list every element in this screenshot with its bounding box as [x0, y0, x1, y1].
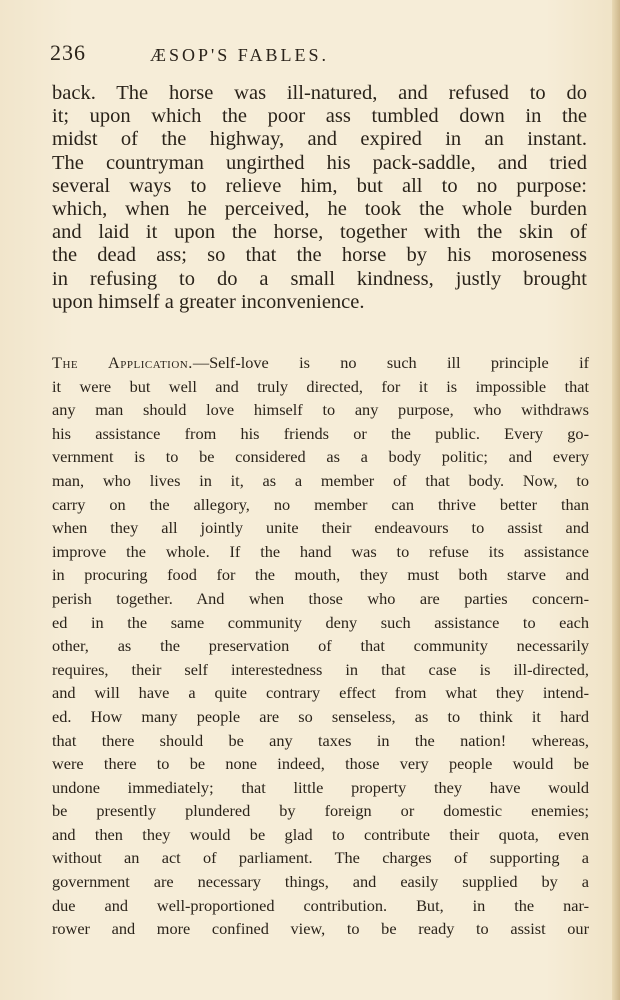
fable-line: midst of the highway, and expired in an instant.: [52, 128, 587, 151]
application-line: and will have a quite contrary effect from what they intend-: [52, 683, 589, 703]
page-number: 236: [50, 40, 86, 65]
application-line: perish together. And when those who are parties concern-: [52, 588, 589, 608]
application-line: any man should love himself to any purpose, who withdraws: [52, 400, 589, 420]
application-line: man, who lives in it, as a member of that body. Now, to: [52, 470, 589, 490]
application-line: improve the whole. If the hand was to refuse its assistance: [52, 541, 589, 561]
application-line: in procuring food for the mouth, they must both starve and: [52, 565, 589, 585]
fable-line: it; upon which the poor ass tumbled down in the: [52, 105, 587, 128]
fable-line: the dead ass; so that the horse by his moroseness: [52, 244, 587, 267]
page-header: [50, 40, 592, 70]
application-line: that there should be any taxes in the nation! whereas,: [52, 730, 589, 750]
fable-text: [52, 82, 587, 314]
application-line: ed. How many people are so senseless, as to think it hard: [52, 706, 589, 726]
fable-line: and laid it upon the horse, together with the skin of: [52, 221, 587, 244]
application-line: requires, their self interestedness in that case is ill-directed,: [52, 659, 589, 679]
fable-line: upon himself a greater inconvenience.: [52, 290, 365, 313]
fable-line: in refusing to do a small kindness, justly brought: [52, 267, 587, 290]
application-line: and then they would be glad to contribute their quota, even: [52, 824, 589, 844]
application-first-line: [52, 351, 589, 375]
fable-line: several ways to relieve him, but all to no purpose:: [52, 174, 587, 197]
application-line: rower and more confined view, to be ready to assist our: [52, 919, 589, 939]
application-line: carry on the allegory, no member can thrive better than: [52, 494, 589, 514]
application-line: it were but well and truly directed, for it is impossible that: [52, 376, 589, 396]
fable-line: which, when he perceived, he took the whole burden: [52, 198, 587, 221]
running-title: ÆSOP'S FABLES.: [150, 45, 329, 65]
fable-line: back. The horse was ill-natured, and refused to do: [52, 82, 587, 104]
application-line: vernment is to be considered as a body politic; and every: [52, 447, 589, 467]
application-text: [52, 351, 589, 941]
application-line: be presently plundered by foreign or domestic enemies;: [52, 801, 589, 821]
application-line: without an act of parliament. The charges of supporting a: [52, 848, 589, 868]
application-line: ed in the same community deny such assistance to each: [52, 612, 589, 632]
application-title: The Application.: [52, 353, 193, 372]
fable-line: The countryman ungirthed his pack-saddle, and tried: [52, 151, 587, 174]
application-line: when they all jointly unite their endeavours to assist and: [52, 518, 589, 538]
application-line: due and well-proportioned contribution. But, in the nar-: [52, 895, 589, 915]
application-line: his assistance from his friends or the public. Every go-: [52, 423, 589, 443]
application-line: government are necessary things, and easily supplied by a: [52, 872, 589, 892]
application-line: were there to be none indeed, those very people would be: [52, 754, 589, 774]
application-line: undone immediately; that little property they have would: [52, 777, 589, 797]
application-line-rest: —Self-love is no such ill principle if: [192, 353, 590, 372]
application-line: other, as the preservation of that community necessarily: [52, 636, 589, 656]
page-edge: [612, 0, 620, 1000]
